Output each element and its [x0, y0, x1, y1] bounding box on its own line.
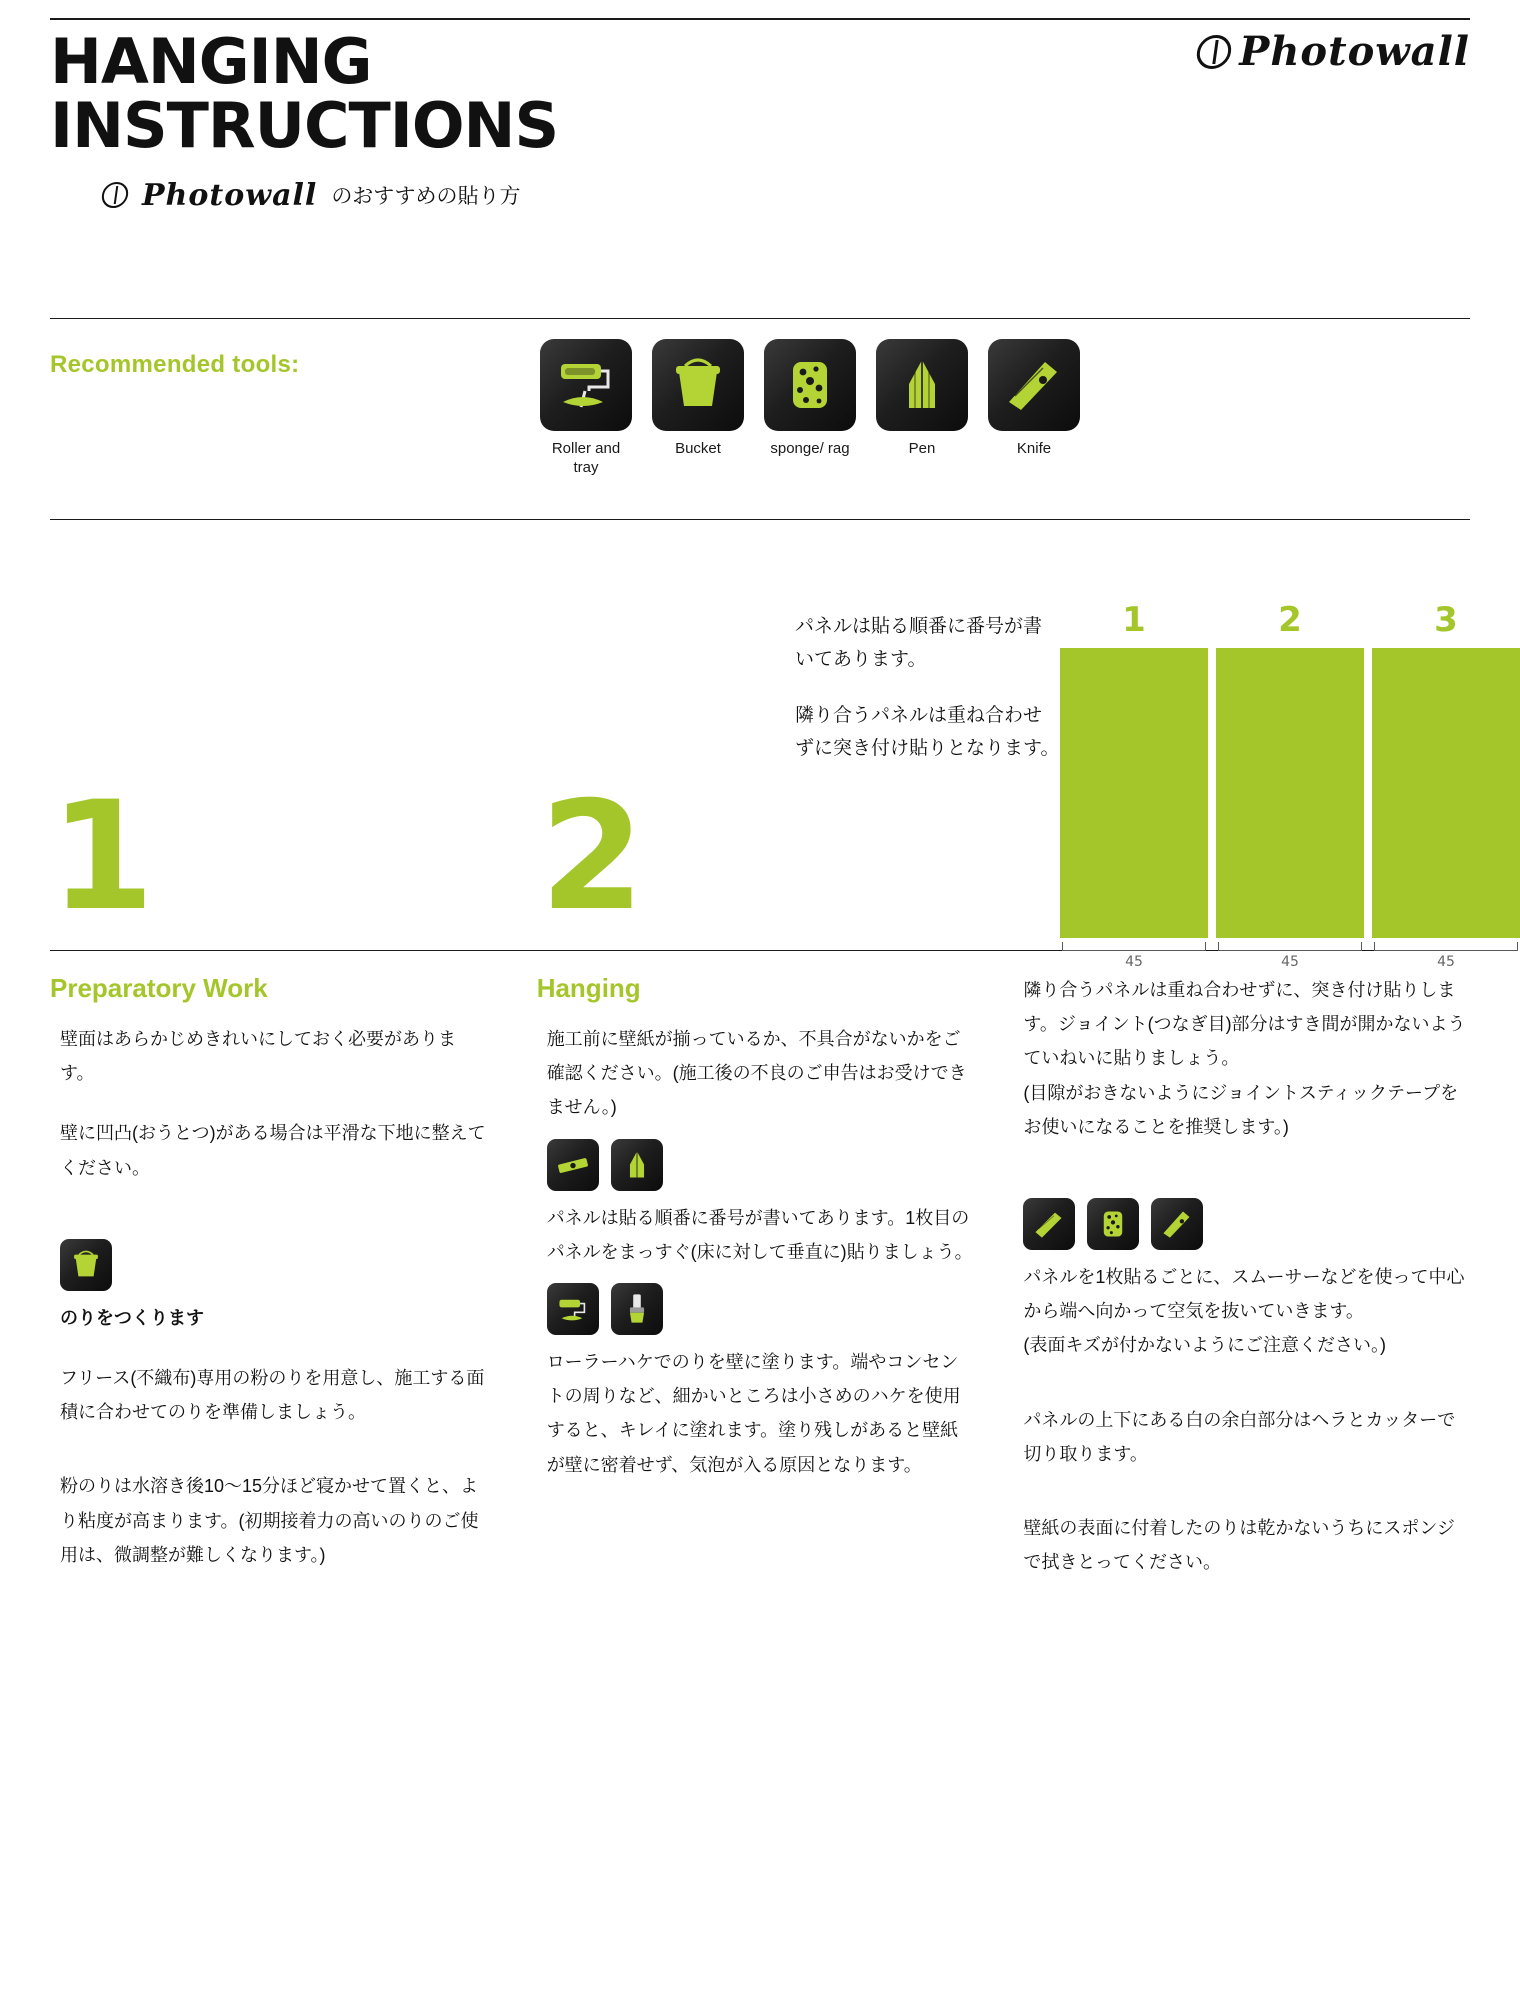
panel-dimensions	[1060, 942, 1520, 970]
bucket-icon	[60, 1239, 112, 1291]
prep-paragraph-2: 壁に凹凸(おうとつ)がある場合は平滑な下地に整えてください。	[60, 1123, 486, 1178]
panel-number: 3	[1434, 600, 1458, 640]
column-hanging	[537, 973, 1024, 1579]
joints-paragraph-3: パネルを1枚貼るごとに、スムーサーなどを使って中心から端へ向かって空気を抜いていきます。	[1023, 1266, 1465, 1322]
joints-paragraph-6: 壁紙の表面に付着したのりは乾かないうちにスポンジで拭きとってください。	[1023, 1517, 1455, 1573]
brand-wordmark-small: Photowall	[142, 177, 318, 213]
brand-logo	[1197, 28, 1470, 75]
brush-icon	[611, 1283, 663, 1335]
column-heading-preparatory: Preparatory Work	[50, 973, 268, 1003]
panel-strip	[1372, 648, 1520, 938]
joints-paragraph-2: (目隙がおきないようにジョイントスティックテープをお使いになることを推奨します。)	[1023, 1082, 1459, 1137]
step-number-1: 1	[50, 770, 155, 944]
hanging-paragraph-3: ローラーハケでのりを壁に塗ります。端やコンセントの周りなど、細かいところは小さめのハケを使用すると、キレイに塗れます。塗り残しがあると壁紙が壁に密着せず、気泡が入る原因となります。	[546, 1351, 961, 1475]
knife-icon	[988, 339, 1080, 431]
dimension-brace-icon	[1374, 942, 1518, 951]
steps-overview	[50, 520, 1470, 970]
page-title-line1: HANGING	[50, 25, 372, 98]
pen-icon	[611, 1139, 663, 1191]
panel-strip	[1216, 648, 1364, 938]
tool-pen	[876, 339, 968, 478]
prep-subheading: のりをつくります	[60, 1307, 204, 1328]
tool-caption: Bucket	[675, 440, 721, 457]
tool-bucket	[652, 339, 744, 478]
subtitle-row	[102, 178, 1470, 213]
panel-note	[795, 610, 1060, 765]
page-title-line2: INSTRUCTIONS	[50, 88, 559, 162]
smoother-icon	[1023, 1198, 1075, 1250]
document-header	[50, 0, 1470, 300]
photowall-mark-icon	[1195, 35, 1234, 69]
prep-paragraph-3: フリース(不織布)専用の粉のりを用意し、施工する面積に合わせてのりを準備しましょう。	[60, 1367, 485, 1423]
tool-caption: Knife	[1016, 440, 1052, 457]
panel-strip	[1060, 648, 1208, 938]
knife-icon	[1151, 1198, 1203, 1250]
joints-paragraph-4: (表面キズが付かないようにご注意ください。)	[1023, 1335, 1387, 1356]
panel-strips	[1060, 648, 1520, 938]
brand-wordmark: Photowall	[1239, 28, 1470, 75]
hanging-paragraph-1: 施工前に壁紙が揃っているか、不具合がないかをご確認ください。(施工後の不良のご申告はお受けできません。)	[546, 1029, 967, 1118]
joints-paragraph-5: パネルの上下にある白の余白部分はヘラとカッターで切り取ります。	[1023, 1409, 1456, 1464]
roller-icon	[540, 339, 632, 431]
panel-diagram	[1060, 600, 1520, 970]
column-heading-hanging: Hanging	[536, 973, 641, 1003]
panel-dimension	[1216, 942, 1364, 970]
step-number-2: 2	[540, 770, 645, 944]
panel-number: 1	[1122, 600, 1146, 640]
hanging-icon-row-2	[547, 1283, 974, 1335]
panel-number: 2	[1278, 600, 1302, 640]
prep-paragraph-4: 粉のりは水溶き後10〜15分ほど寝かせて置くと、より粘度が高まります。(初期接着力の高いのりのご使用は、微調整が難しくなります。)	[60, 1476, 479, 1565]
sponge-icon	[1087, 1198, 1139, 1250]
dimension-value: 45	[1437, 954, 1455, 970]
recommended-tools-section	[50, 319, 1470, 519]
tool-caption: Pen	[908, 440, 936, 457]
joints-paragraph-1: 隣り合うパネルは重ね合わせずに、突き付け貼りします。ジョイント(つなぎ目)部分はすき間が開かないようていねいに貼りましょう。	[1023, 980, 1466, 1069]
prep-paragraph-1: 壁面はあらかじめきれいにしておく必要があります。	[60, 1029, 456, 1084]
tool-sponge	[764, 339, 856, 478]
prep-icon-row	[60, 1239, 487, 1291]
dimension-brace-icon	[1062, 942, 1206, 951]
tool-caption: Roller and tray	[551, 440, 621, 476]
panel-note-line2: 隣り合うパネルは重ね合わせずに突き付け貼りとなります。	[795, 704, 1060, 759]
hanging-icon-row-1	[547, 1139, 974, 1191]
dimension-value: 45	[1281, 954, 1299, 970]
photowall-mark-icon-small	[100, 182, 130, 208]
tool-knife	[988, 339, 1080, 478]
dimension-value: 45	[1125, 954, 1143, 970]
sponge-icon	[764, 339, 856, 431]
hanging-paragraph-2: パネルは貼る順番に番号が書いてあります。1枚目のパネルをまっすぐ(床に対して垂直に)貼りましょう。	[546, 1207, 973, 1262]
column-joints	[1023, 973, 1470, 1579]
tool-caption: sponge/ rag	[770, 440, 850, 457]
subtitle-japanese: のおすすめの貼り方	[331, 185, 521, 209]
bucket-icon	[652, 339, 744, 431]
tool-list	[540, 339, 1080, 478]
dimension-brace-icon	[1218, 942, 1362, 951]
level-icon	[547, 1139, 599, 1191]
panel-dimension	[1372, 942, 1520, 970]
panel-numbers	[1060, 600, 1520, 640]
roller-icon	[547, 1283, 599, 1335]
column-preparatory-work	[50, 973, 537, 1579]
panel-dimension	[1060, 942, 1208, 970]
joints-icon-row	[1023, 1198, 1470, 1250]
recommended-tools-label: Recommended tools:	[50, 351, 300, 378]
pen-icon	[876, 339, 968, 431]
panel-note-line1: パネルは貼る順番に番号が書いてあります。	[795, 616, 1043, 671]
tool-roller	[540, 339, 632, 478]
instruction-columns	[50, 951, 1470, 1579]
